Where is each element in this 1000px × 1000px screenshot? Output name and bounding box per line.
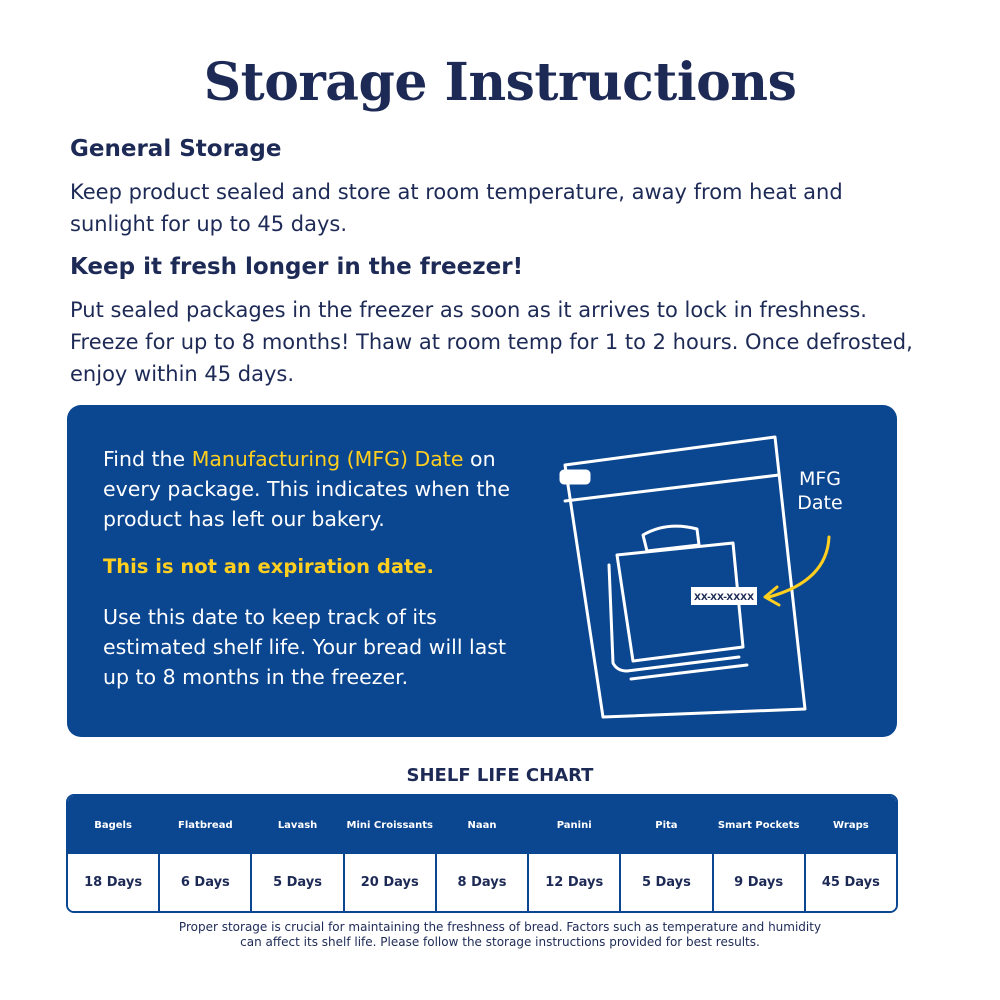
mfg-date-panel (67, 405, 897, 737)
shelf-days-value: 12 Days (529, 854, 619, 911)
general-storage-text: Keep product sealed and store at room temperature, away from heat and sunlight for up to 45 days. (70, 180, 843, 236)
mfg-intro-highlight: Manufacturing (MFG) Date (191, 447, 464, 471)
shelf-product-label: Pita (621, 796, 711, 854)
mfg-intro-prefix: Find the (103, 447, 192, 471)
storage-footnote (100, 920, 900, 950)
shelf-days-value: 20 Days (345, 854, 435, 911)
shelf-col (806, 796, 896, 911)
bag-hang-tab (561, 471, 589, 483)
bag-seal-line (565, 475, 779, 501)
shelf-days-value: 5 Days (252, 854, 342, 911)
mfg-label-line2: Date (797, 492, 843, 514)
freezer-text: Put sealed packages in the freezer as soon as it arrives to lock in freshness. Freeze for up to 8 months! Thaw at room temp for 1 to 2 hours. Once defrosted, enjoy within 45 days. (70, 298, 913, 386)
shelf-life-table (66, 794, 898, 913)
mfg-intro (103, 444, 543, 534)
shelf-product-label: Mini Croissants (345, 796, 435, 854)
shelf-life-chart-title: SHELF LIFE CHART (406, 765, 594, 786)
shelf-col (529, 796, 621, 911)
general-storage-heading: General Storage (70, 136, 282, 162)
shelf-col (345, 796, 437, 911)
shelf-col (437, 796, 529, 911)
shelf-product-label: Smart Pockets (714, 796, 804, 854)
shelf-product-label: Naan (437, 796, 527, 854)
mfg-label-line1: MFG (798, 468, 842, 490)
clip-icon (643, 526, 699, 551)
footnote-line-2: can affect its shelf life. Please follow the storage instructions provided for best results. (240, 935, 760, 949)
shelf-col (68, 796, 160, 911)
shelf-product-label: Flatbread (160, 796, 250, 854)
bag-outline (565, 437, 805, 717)
shelf-product-label: Wraps (806, 796, 896, 854)
shelf-days-value: 8 Days (437, 854, 527, 911)
footnote-line-1: Proper storage is crucial for maintaining the freshness of bread. Factors such as temperature and humidity (178, 920, 822, 934)
mfg-usage-text: Use this date to keep track of its estimated shelf life. Your bread will last up to 8 months in the freezer. (103, 605, 507, 689)
package-bag-icon (547, 425, 867, 725)
shelf-product-label: Lavash (252, 796, 342, 854)
shelf-days-value: 6 Days (160, 854, 250, 911)
freezer-heading: Keep it fresh longer in the freezer! (70, 254, 524, 280)
shelf-product-label: Panini (529, 796, 619, 854)
shelf-col (621, 796, 713, 911)
mfg-intro-suffix: on every package. This indicates when the product has left our bakery. (103, 447, 511, 531)
shelf-days-value: 5 Days (621, 854, 711, 911)
shelf-days-value: 45 Days (806, 854, 896, 911)
shelf-days-value: 9 Days (714, 854, 804, 911)
shelf-col (714, 796, 806, 911)
shelf-product-label: Bagels (68, 796, 158, 854)
page-title: Storage Instructions (203, 52, 797, 113)
shelf-days-value: 18 Days (68, 854, 158, 911)
mfg-stamp-text: XX-XX-XXXX (693, 593, 755, 603)
shelf-col (160, 796, 252, 911)
not-expiration-warning: This is not an expiration date. (103, 555, 434, 578)
shelf-col (252, 796, 344, 911)
